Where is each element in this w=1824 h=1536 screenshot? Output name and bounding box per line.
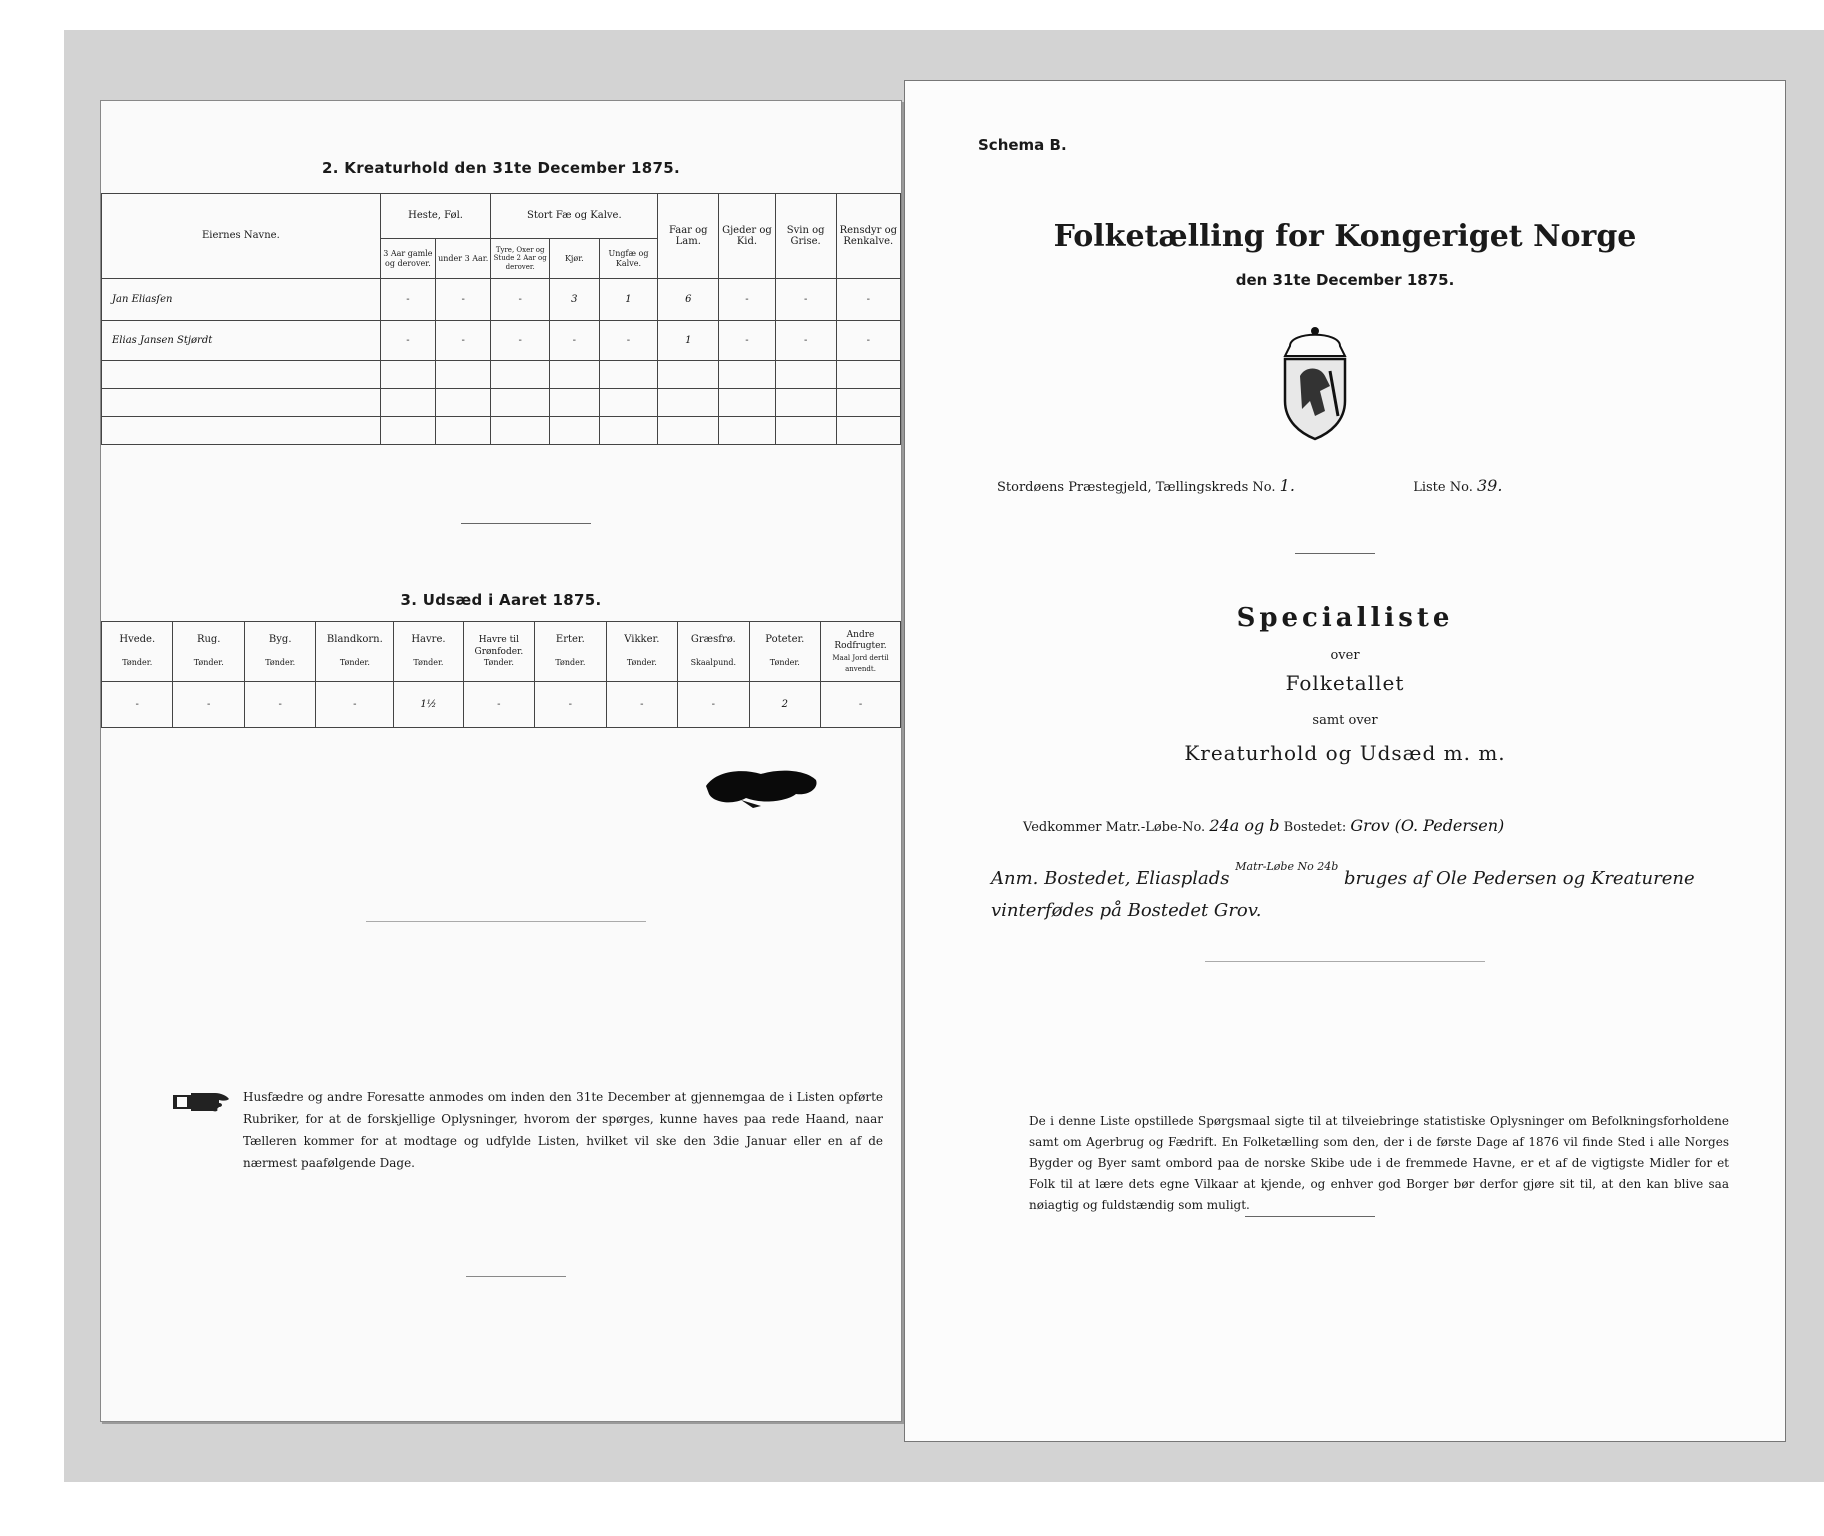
page-title: Folketælling for Kongeriget Norge [1053, 219, 1637, 254]
col-graesfro: Græsfrø. Skaalpund. [678, 622, 749, 682]
livestock-title: 2. Kreaturhold den 31te December 1875. [322, 159, 680, 177]
kreaturhold-text: Kreaturhold og Udsæd m. m. [1184, 741, 1506, 765]
divider [366, 921, 646, 922]
divider [1295, 553, 1375, 554]
ink-blot [701, 766, 821, 811]
remark-part-b: bruges af Ole Pedersen og Kreaturene [1344, 868, 1695, 889]
seed-table [101, 621, 901, 728]
cell: - [678, 682, 749, 728]
col-andre: Andre Rodfrugter. Maal Jord dertil anvendt. [821, 622, 901, 682]
cell: - [491, 279, 550, 321]
cell: - [463, 682, 534, 728]
sub-kjor: Kjør. [550, 239, 600, 279]
sub-3aar: 3 Aar gamle og derover. [380, 239, 435, 279]
divider [461, 523, 591, 524]
owner-name: Jan Eliasſen [102, 279, 381, 321]
remark-line-2: vinterfødes på Bostedet Grov. [991, 900, 1262, 921]
divider [466, 1276, 566, 1277]
col-faar: Faar og Lam. [658, 194, 719, 279]
notice-text: Husfædre og andre Foresatte anmodes om inden den 31te December at gjennemgaa de i Listen opførte Rubriker, for at de forskjellige Oplysninger, hvorom der spørges, kunne haves paa rede Haand, naar Tælleren kommer for at modtage og udfylde Listen, hvilket vil ske den 3die Januar eller en af de nærmest paafølgende Dage. [243, 1090, 883, 1170]
col-gjeder: Gjeder og Kid. [719, 194, 775, 279]
cell: - [244, 682, 315, 728]
col-blandkorn: Blandkorn. Tønder. [316, 622, 394, 682]
col-erter: Erter. Tønder. [535, 622, 606, 682]
cell: - [606, 682, 677, 728]
left-page [100, 100, 902, 1422]
cell: - [775, 321, 836, 361]
schema-label: Schema B. [978, 136, 1067, 154]
table-row-empty [102, 361, 901, 389]
sub-tyre: Tyre, Oxer og Stude 2 Aar og derover. [491, 239, 550, 279]
col-heste: Heste, Føl. [380, 194, 491, 239]
census-date: den 31te December 1875. [1235, 271, 1455, 289]
cell: 1 [658, 321, 719, 361]
col-vikker: Vikker. Tønder. [606, 622, 677, 682]
cell: - [491, 321, 550, 361]
right-page [904, 80, 1786, 1442]
liste-value: 39. [1476, 476, 1503, 495]
cell: - [550, 321, 600, 361]
table-row-empty [102, 417, 901, 445]
cell: - [380, 279, 435, 321]
sub-under3: under 3 Aar. [436, 239, 491, 279]
cell: 2 [749, 682, 820, 728]
col-hvede: Hvede. Tønder. [102, 622, 173, 682]
cell: - [535, 682, 606, 728]
seed-title: 3. Udsæd i Aaret 1875. [400, 591, 602, 609]
remark [991, 851, 1771, 927]
folketallet-text: Folketallet [1285, 671, 1405, 695]
kreds-label: Tællingskreds No. [1155, 480, 1276, 495]
liste-label: Liste No. [1413, 480, 1473, 495]
owner-name: Elias Jansen Stjørdt [102, 321, 381, 361]
cell: 1 [599, 279, 658, 321]
cell: - [719, 279, 775, 321]
pointing-hand-icon [171, 1091, 231, 1113]
table-row [102, 321, 901, 361]
remark-part-a: Anm. Bostedet, Eliasplads [991, 868, 1230, 889]
col-rug: Rug. Tønder. [173, 622, 244, 682]
col-stortfae: Stort Fæ og Kalve. [491, 194, 658, 239]
col-havre: Havre. Tønder. [394, 622, 463, 682]
col-havre-gronfoder: Havre til Grønfoder. Tønder. [463, 622, 534, 682]
kreds-value: 1. [1279, 476, 1295, 495]
cell: - [821, 682, 901, 728]
samt-over-text: samt over [1312, 713, 1378, 728]
col-owner: Eiernes Navne. [102, 194, 381, 279]
cell: 1½ [394, 682, 463, 728]
divider [1205, 961, 1485, 962]
matr-label: Vedkommer Matr.-Løbe-No. [1023, 820, 1206, 835]
cell: - [719, 321, 775, 361]
cell: 6 [658, 279, 719, 321]
admin-line [997, 476, 1757, 495]
cell: - [436, 279, 491, 321]
livestock-table [101, 193, 901, 445]
cell: - [775, 279, 836, 321]
footer-text: De i denne Liste opstillede Spørgsmaal sigte til at tilveiebringe statistiske Oplysninger om Befolkningsforholdene samt om Agerbrug og Fædrift. En Folketælling som den, der i de første Dage af 1876 vil finde Sted i alle Norges Bygder og Byer samt ombord paa de norske Skibe ude i de fremmede Havne, er et af de vigtigste Midler for et Folk til at lære dets egne Vilkaar at kjende, og enhver god Borger bør derfor gjøre sit til, at den kan blive saa nøiagtig og fuldstændig som muligt. [1029, 1114, 1729, 1212]
cell: - [102, 682, 173, 728]
sub-ungfae: Ungfæ og Kalve. [599, 239, 658, 279]
cell: 3 [550, 279, 600, 321]
matr-value: 24a og b [1209, 816, 1280, 835]
parish-label: Stordøens Præstegjeld, [997, 480, 1152, 495]
bosted-value: Grov (O. Pedersen) [1350, 816, 1505, 835]
table-row-empty [102, 389, 901, 417]
cell: - [173, 682, 244, 728]
remark-superscript: Matr-Løbe No 24b [1235, 860, 1339, 873]
bosted-label: Bostedet: [1283, 820, 1347, 835]
cell: - [599, 321, 658, 361]
col-byg: Byg. Tønder. [244, 622, 315, 682]
col-rensdyr: Rensdyr og Renkalve. [836, 194, 900, 279]
over-text: over [1330, 648, 1360, 663]
cell: - [436, 321, 491, 361]
cell: - [836, 321, 900, 361]
col-svin: Svin og Grise. [775, 194, 836, 279]
specialliste-heading: Specialliste [1236, 603, 1454, 633]
col-poteter: Poteter. Tønder. [749, 622, 820, 682]
cell: - [380, 321, 435, 361]
cell: - [316, 682, 394, 728]
cell: - [836, 279, 900, 321]
divider [1245, 1216, 1375, 1217]
coat-of-arms [1260, 321, 1370, 446]
matr-line [1023, 816, 1743, 835]
table-row [102, 682, 901, 728]
table-row [102, 279, 901, 321]
